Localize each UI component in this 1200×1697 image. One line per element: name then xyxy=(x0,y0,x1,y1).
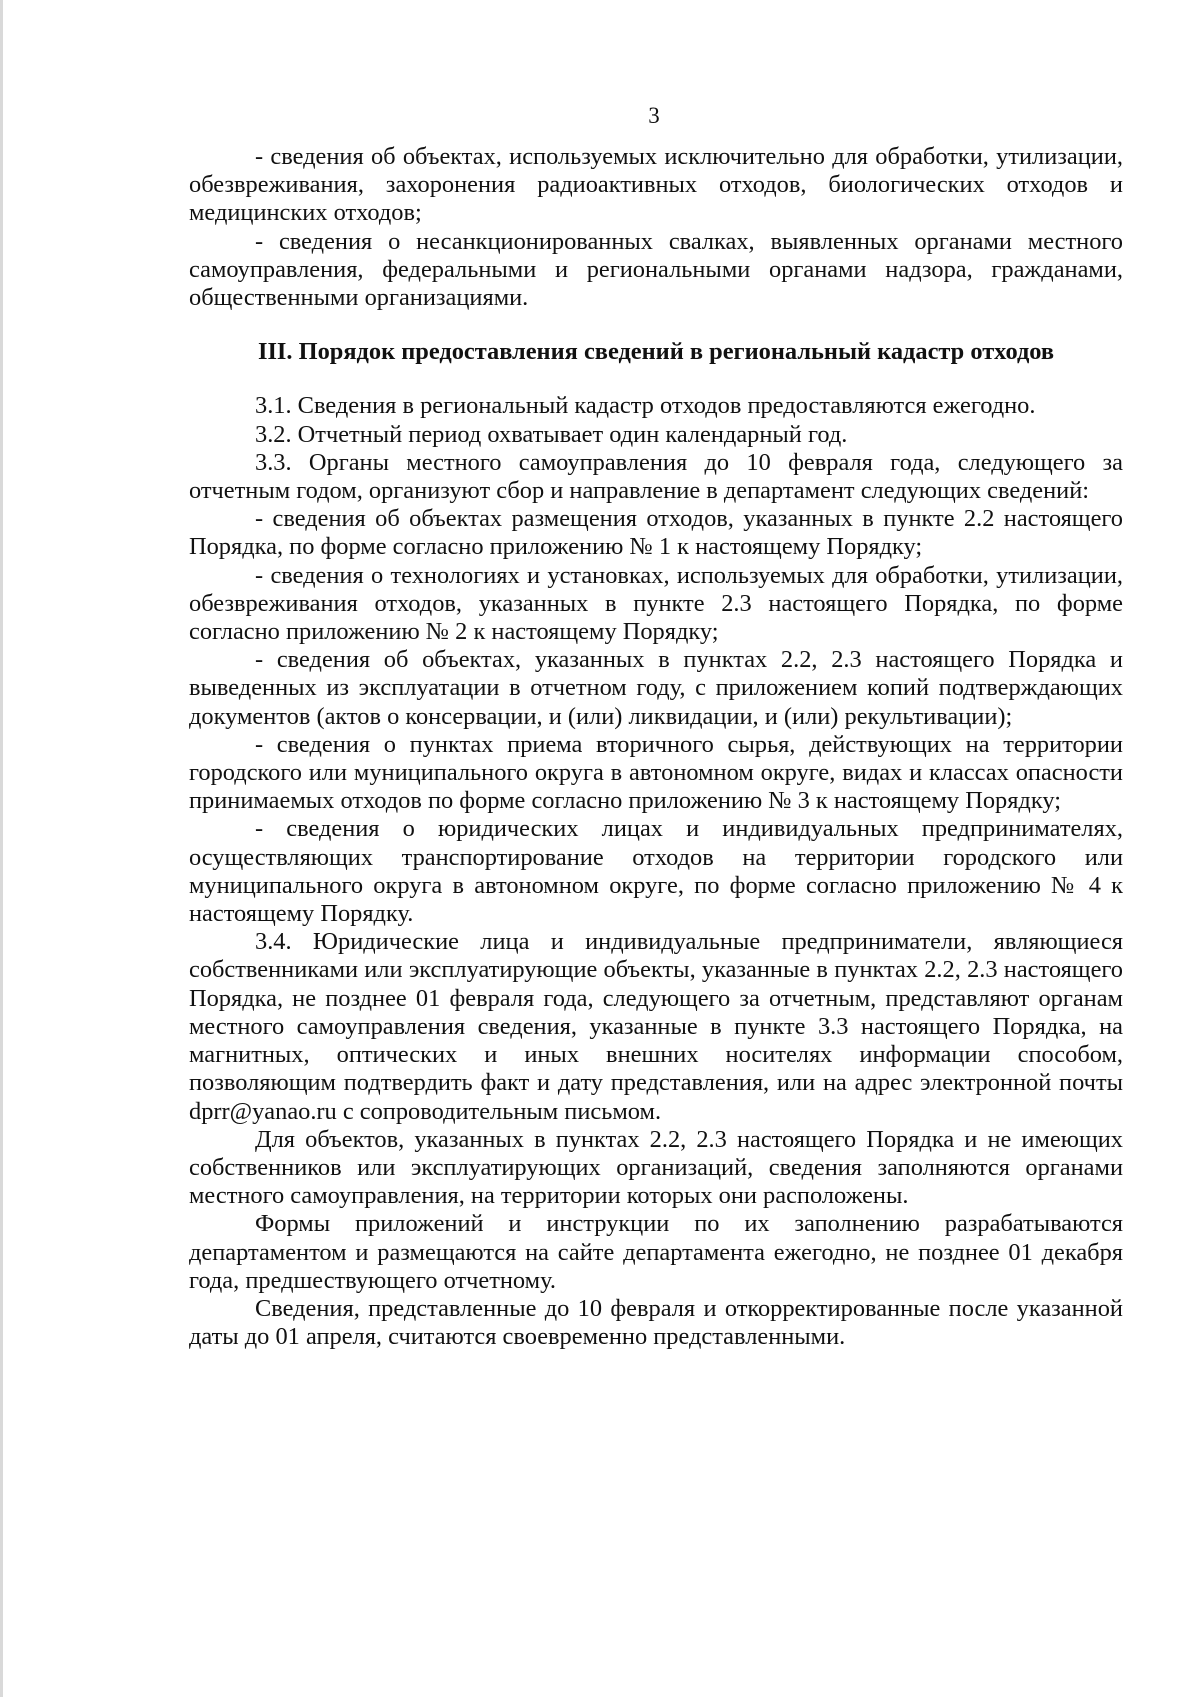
paragraph: - сведения о пунктах приема вторичного сырья, действующих на территории городского или муниципального округа в автономном округе, видах и классах опасности принимаемых отходов по форме согласно приложению № 3 к настоящему Порядку; xyxy=(189,730,1123,815)
paragraph: - сведения об объектах, указанных в пунктах 2.2, 2.3 настоящего Порядка и выведенных из эксплуатации в отчетном году, с приложением копий подтверждающих документов (актов о консервации, и (или) ликвидации, и (или) рекультивации); xyxy=(189,646,1123,730)
paragraph: 3.2. Отчетный период охватывает один календарный год. xyxy=(255,420,848,448)
paragraph: 3.1. Сведения в региональный кадастр отходов предоставляются ежегодно. xyxy=(255,392,1036,420)
paragraph: 3.3. Органы местного самоуправления до 10 февраля года, следующего за отчетным годом, организуют сбор и направление в департамент следующих сведений: xyxy=(189,448,1123,505)
paragraph: 3.4. Юридические лица и индивидуальные предприниматели, являющиеся собственниками или эксплуатирующие объекты, указанные в пунктах 2.2, 2.3 настоящего Порядка, не позднее 01 февраля года, следующего за отчетным, представляют органам местного самоуправления сведения, указанные в пункте 3.3 настоящего Порядка, на магнитных, оптических и иных внешних носителях информации способом, позволяющим подтвердить факт и дату представления, или на адрес электронной почты dprr@yanao.ru с сопроводительным письмом. xyxy=(189,928,1123,1125)
paragraph: - сведения об объектах размещения отходов, указанных в пункте 2.2 настоящего Порядка, по форме согласно приложению № 1 к настоящему Порядку; xyxy=(189,505,1123,561)
paragraph: Формы приложений и инструкции по их заполнению разрабатываются департаментом и размещаются на сайте департамента ежегодно, не позднее 01 декабря года, предшествующего отчетному. xyxy=(189,1210,1123,1294)
paragraph: - сведения об объектах, используемых исключительно для обработки, утилизации, обезвреживания, захоронения радиоактивных отходов, биологических отходов и медицинских отходов; xyxy=(189,143,1123,227)
page-left-edge xyxy=(0,0,3,1697)
page-number: 3 xyxy=(648,103,660,128)
paragraph: Для объектов, указанных в пунктах 2.2, 2.3 настоящего Порядка и не имеющих собственников или эксплуатирующих организаций, сведения заполняются органами местного самоуправления, на территории которых они расположены. xyxy=(189,1125,1123,1210)
paragraph: Сведения, представленные до 10 февраля и откорректированные после указанной даты до 01 апреля, считаются своевременно представленными. xyxy=(189,1294,1123,1351)
paragraph: - сведения о технологиях и установках, используемых для обработки, утилизации, обезвреживания отходов, указанных в пункте 2.3 настоящего Порядка, по форме согласно приложению № 2 к настоящему Порядку; xyxy=(189,561,1123,646)
paragraph: - сведения о несанкционированных свалках, выявленных органами местного самоуправления, федеральными и региональными органами надзора, гражданами, общественными организациями. xyxy=(189,227,1123,312)
paragraph: - сведения о юридических лицах и индивидуальных предпринимателях, осуществляющих транспортирование отходов на территории городского или муниципального округа в автономном округе, по форме согласно приложению № 4 к настоящему Порядку. xyxy=(189,815,1123,928)
section-heading: III. Порядок предоставления сведений в региональный кадастр отходов xyxy=(257,338,1055,366)
document-body xyxy=(189,143,1123,1351)
